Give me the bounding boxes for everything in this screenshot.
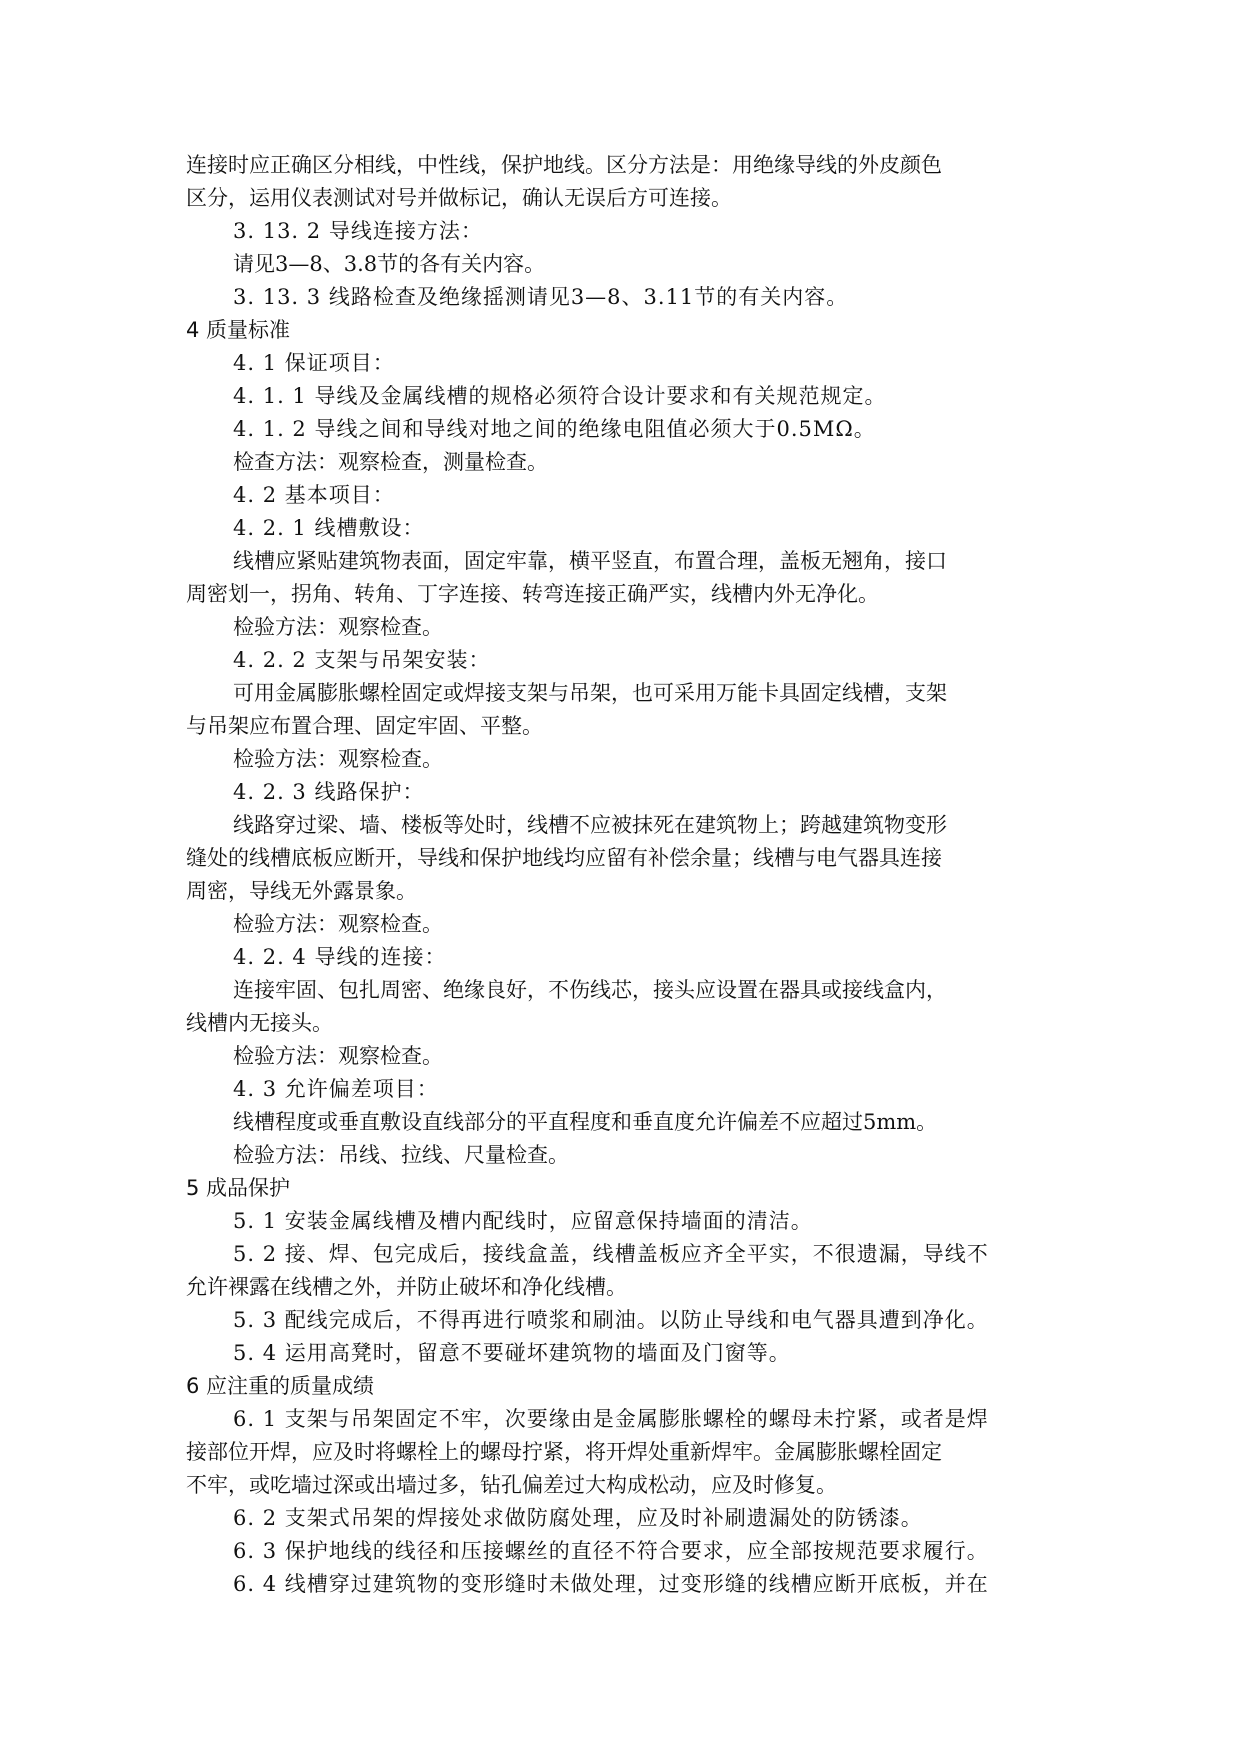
section-subheading: 6. 4 线槽穿过建筑物的变形缝时未做处理，过变形缝的线槽应断开底板，并在 — [233, 1572, 989, 1596]
body-text-line: 允许裸露在线槽之外，并防止破坏和净化线槽。 — [186, 1275, 627, 1299]
body-text-line: 与吊架应布置合理、固定牢固、平整。 — [186, 714, 543, 738]
body-text-line: 连接牢固、包扎周密、绝缘良好，不伤线芯，接头应设置在器具或接线盒内， — [233, 978, 947, 1002]
body-text-line: 检验方法：观察检查。 — [233, 1044, 443, 1068]
body-text-line: 可用金属膨胀螺栓固定或焊接支架与吊架，也可采用万能卡具固定线槽，支架 — [233, 681, 947, 705]
body-text-line: 请见3—8、3.8节的各有关内容。 — [233, 252, 546, 276]
section-subheading: 4. 2 基本项目： — [233, 483, 395, 507]
body-text-line: 线槽内无接头。 — [186, 1011, 333, 1035]
section-subheading: 4. 2. 2 支架与吊架安装： — [233, 648, 491, 672]
body-text-line: 检验方法：吊线、拉线、尺量检查。 — [233, 1143, 569, 1167]
body-text-line: 不牢，或吃墙过深或出墙过多，钻孔偏差过大构成松动，应及时修复。 — [186, 1473, 837, 1497]
body-text-line: 缝处的线槽底板应断开，导线和保护地线均应留有补偿余量；线槽与电气器具连接 — [186, 846, 942, 870]
body-text-line: 检验方法：观察检查。 — [233, 615, 443, 639]
section-subheading: 4. 1. 2 导线之间和导线对地之间的绝缘电阻值必须大于0.5MΩ。 — [233, 417, 876, 441]
section-subheading: 4. 1. 1 导线及金属线槽的规格必须符合设计要求和有关规范规定。 — [233, 384, 887, 408]
section-subheading: 4. 2. 3 线路保护： — [233, 780, 425, 804]
section-heading: 4 质量标准 — [186, 318, 291, 342]
body-text-line: 区分，运用仪表测试对号并做标记，确认无误后方可连接。 — [186, 186, 732, 210]
body-text-line: 连接时应正确区分相线，中性线，保护地线。区分方法是：用绝缘导线的外皮颜色 — [186, 153, 942, 177]
body-text-line: 检查方法：观察检查，测量检查。 — [233, 450, 548, 474]
section-subheading: 4. 2. 1 线槽敷设： — [233, 516, 425, 540]
body-text-line: 检验方法：观察检查。 — [233, 912, 443, 936]
section-heading: 5 成品保护 — [186, 1176, 291, 1200]
section-subheading: 6. 1 支架与吊架固定不牢，次要缘由是金属膨胀螺栓的螺母未拧紧，或者是焊 — [233, 1407, 989, 1431]
section-subheading: 5. 1 安装金属线槽及槽内配线时，应留意保持墙面的清洁。 — [233, 1209, 813, 1233]
body-text-line: 周密，导线无外露景象。 — [186, 879, 417, 903]
body-text-line: 接部位开焊，应及时将螺栓上的螺母拧紧，将开焊处重新焊牢。金属膨胀螺栓固定 — [186, 1440, 942, 1464]
section-subheading: 3. 13. 2 导线连接方法： — [233, 219, 483, 243]
section-heading: 6 应注重的质量成绩 — [186, 1374, 375, 1398]
section-subheading: 3. 13. 3 线路检查及绝缘摇测请见3—8、3.11节的有关内容。 — [233, 285, 849, 309]
section-subheading: 6. 3 保护地线的线径和压接螺丝的直径不符合要求，应全部按规范要求履行。 — [233, 1539, 989, 1563]
section-subheading: 5. 2 接、焊、包完成后，接线盒盖，线槽盖板应齐全平实，不很遗漏，导线不 — [233, 1242, 989, 1266]
section-subheading: 4. 3 允许偏差项目： — [233, 1077, 439, 1101]
section-subheading: 5. 3 配线完成后，不得再进行喷浆和刷油。以防止导线和电气器具遭到净化。 — [233, 1308, 989, 1332]
section-subheading: 4. 1 保证项目： — [233, 351, 395, 375]
section-subheading: 5. 4 运用高凳时，留意不要碰坏建筑物的墙面及门窗等。 — [233, 1341, 791, 1365]
section-subheading: 4. 2. 4 导线的连接： — [233, 945, 447, 969]
body-text-line: 检验方法：观察检查。 — [233, 747, 443, 771]
body-text-line: 线槽应紧贴建筑物表面，固定牢靠，横平竖直，布置合理，盖板无翘角，接口 — [233, 549, 947, 573]
body-text-line: 线路穿过梁、墙、楼板等处时，线槽不应被抹死在建筑物上；跨越建筑物变形 — [233, 813, 947, 837]
section-subheading: 6. 2 支架式吊架的焊接处求做防腐处理，应及时补刷遗漏处的防锈漆。 — [233, 1506, 923, 1530]
body-text-line: 线槽程度或垂直敷设直线部分的平直程度和垂直度允许偏差不应超过5mm。 — [233, 1110, 938, 1134]
body-text-line: 周密划一，拐角、转角、丁字连接、转弯连接正确严实，线槽内外无净化。 — [186, 582, 879, 606]
